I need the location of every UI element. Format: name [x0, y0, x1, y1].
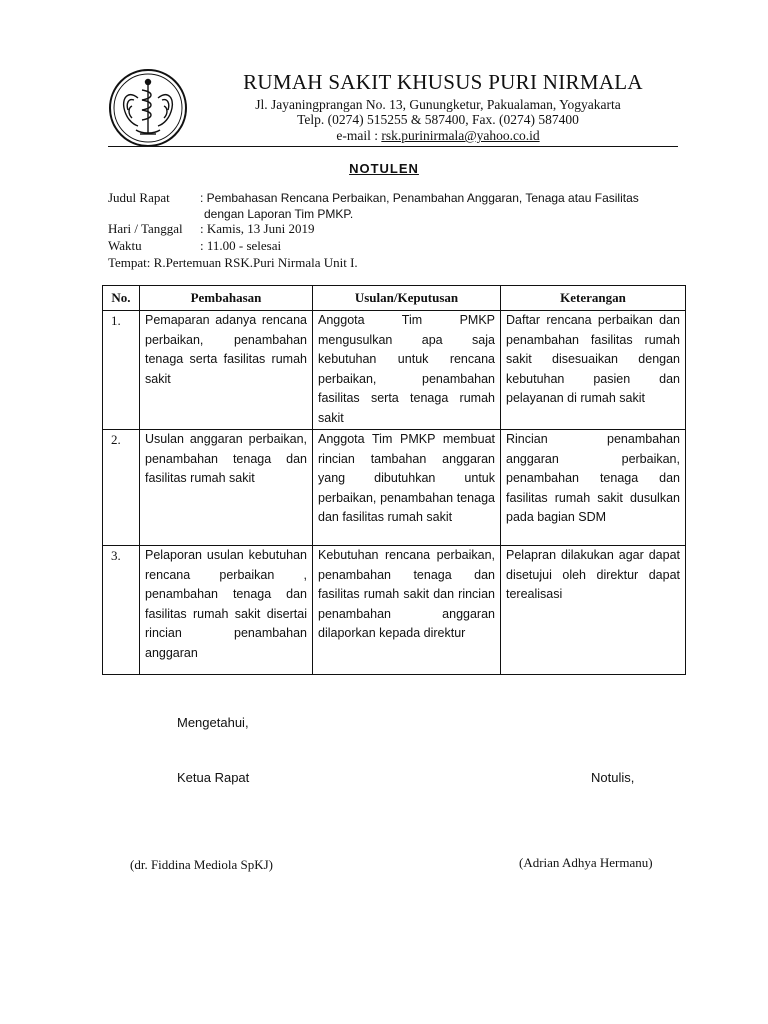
header-keterangan: Keterangan — [501, 286, 686, 311]
table-header-row — [103, 286, 686, 311]
hospital-address: Jl. Jayaningprangan No. 13, Gunungketur, Pakualaman, Yogyakarta — [255, 97, 621, 112]
hospital-phone: Telp. (0274) 515255 & 587400, Fax. (0274) 587400 — [297, 112, 579, 127]
header-usulan: Usulan/Keputusan — [313, 286, 501, 311]
table-row — [103, 546, 686, 675]
meeting-title-row — [108, 190, 639, 206]
hospital-seal-icon — [108, 68, 188, 148]
meeting-title-continued: dengan Laporan Tim PMKP. — [204, 207, 354, 221]
email-prefix: e-mail : — [336, 128, 382, 143]
meeting-time-row — [108, 238, 281, 254]
row-usulan: Anggota Tim PMKP membuat rincian tambahan anggaran yang dibutuhkan untuk perbaikan, penambahan tenaga dan fasilitas rumah sakit — [313, 430, 501, 546]
row-number: 3. — [103, 546, 140, 675]
notulis-name: (Adrian Adhya Hermanu) — [519, 855, 653, 870]
row-keterangan: Rincian penambahan anggaran perbaikan, penambahan tenaga dan fasilitas rumah sakit dusulkan pada bagian SDM — [501, 430, 686, 546]
header-no: No. — [103, 286, 140, 311]
letterhead-divider — [108, 146, 678, 147]
meeting-place-row: Tempat: R.Pertemuan RSK.Puri Nirmala Unit I. — [108, 255, 358, 270]
hospital-name: RUMAH SAKIT KHUSUS PURI NIRMALA — [243, 70, 643, 94]
meeting-date-row — [108, 221, 314, 237]
chair-label: Ketua Rapat — [177, 770, 250, 785]
notulis-label: Notulis, — [591, 770, 635, 785]
meeting-date-label: Hari / Tanggal — [108, 221, 183, 236]
row-usulan: Kebutuhan rencana perbaikan, penambahan tenaga dan fasilitas rumah sakit dan rincian penambahan anggaran dilaporkan kepada direktur — [313, 546, 501, 675]
row-pembahasan: Usulan anggaran perbaikan, penambahan tenaga dan fasilitas rumah sakit — [140, 430, 313, 546]
chair-name: (dr. Fiddina Mediola SpKJ) — [130, 857, 273, 872]
row-keterangan: Daftar rencana perbaikan dan penambahan fasilitas rumah sakit disesuaikan dengan kebutuhan pasien dan pelayanan di rumah sakit — [501, 311, 686, 430]
meeting-title-value: : Pembahasan Rencana Perbaikan, Penambahan Anggaran, Tenaga atau Fasilitas — [200, 191, 639, 205]
email-link[interactable]: rsk.purinirmala@yahoo.co.id — [381, 128, 540, 143]
table-row — [103, 430, 686, 546]
acknowledged-label: Mengetahui, — [177, 715, 249, 730]
row-pembahasan: Pemaparan adanya rencana perbaikan, penambahan tenaga serta fasilitas rumah sakit — [140, 311, 313, 430]
table-row — [103, 311, 686, 430]
header-pembahasan: Pembahasan — [140, 286, 313, 311]
row-number: 2. — [103, 430, 140, 546]
document-title: NOTULEN — [349, 161, 419, 176]
meeting-title-label: Judul Rapat — [108, 190, 170, 205]
row-usulan: Anggota Tim PMKP mengusulkan apa saja kebutuhan untuk rencana perbaikan, penambahan fasilitas serta tenaga rumah sakit — [313, 311, 501, 430]
meeting-time-label: Waktu — [108, 238, 142, 253]
row-pembahasan: Pelaporan usulan kebutuhan rencana perbaikan , penambahan tenaga dan fasilitas rumah sakit disertai rincian penambahan anggaran — [140, 546, 313, 675]
meeting-time-value: : 11.00 - selesai — [200, 238, 282, 253]
minutes-table — [102, 285, 686, 675]
row-keterangan: Pelapran dilakukan agar dapat disetujui oleh direktur dapat terealisasi — [501, 546, 686, 675]
meeting-date-value: : Kamis, 13 Juni 2019 — [200, 221, 315, 236]
row-number: 1. — [103, 311, 140, 430]
hospital-email-line — [200, 128, 676, 144]
